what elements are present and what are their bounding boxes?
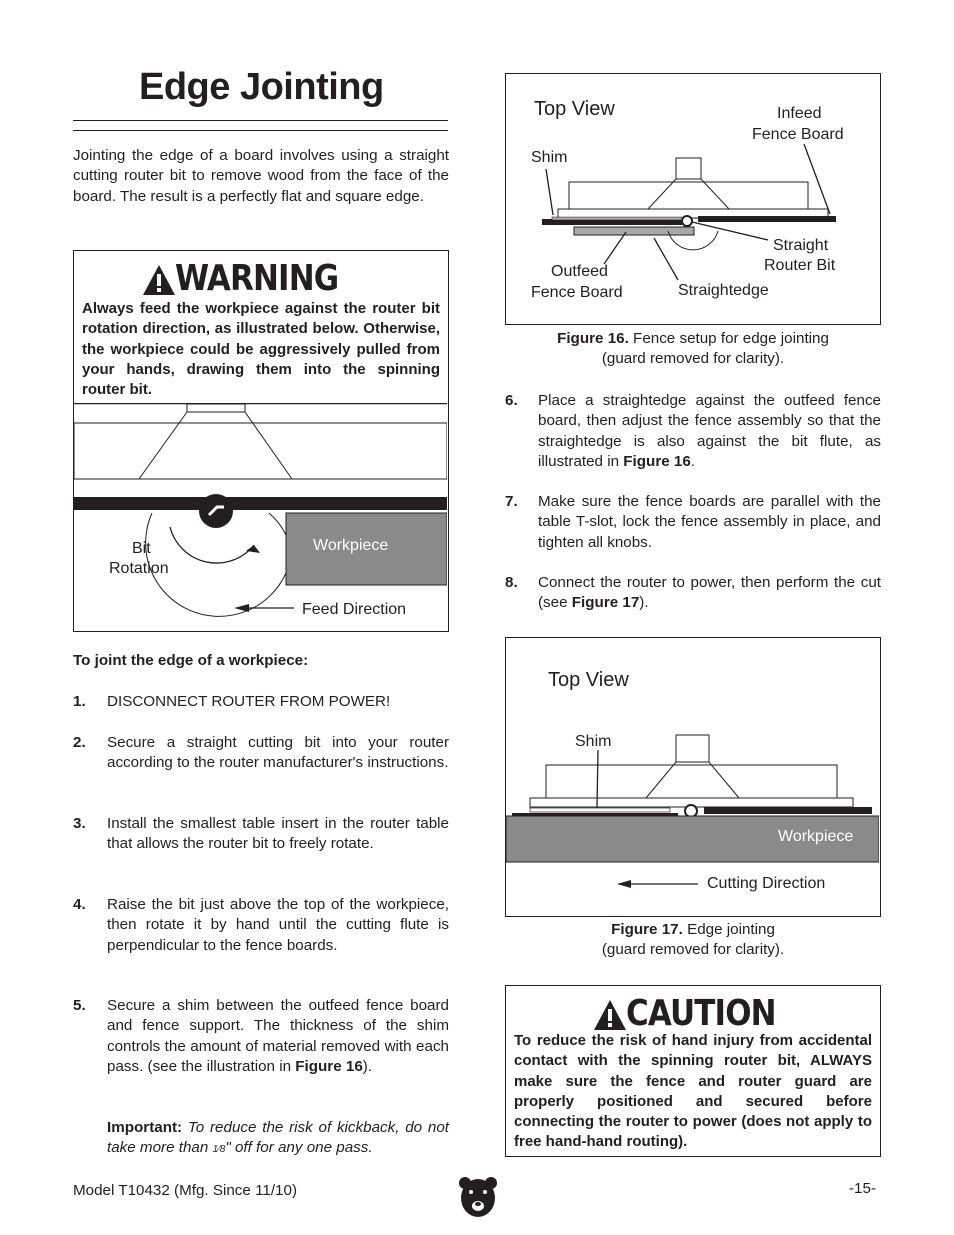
step-text [538,391,881,472]
infeed-label-line2: Fence Board [752,126,844,143]
step-text-part: Secure a shim between the outfeed fence board and fence support. The thickness of the shim controls the amount of material removed with each pass. (see the illustration in [107,997,449,1075]
caution-label: CAUTION [626,993,776,1034]
warning-label: WARNING [175,258,339,299]
footer-model: Model T10432 (Mfg. Since 11/10) [73,1182,297,1199]
step-text-part: ). [362,1057,373,1075]
caution-triangle-icon [593,999,627,1031]
straight-bit-label-line1: Straight [773,237,829,254]
straightedge-label: Straightedge [678,282,769,299]
important-text-part: To reduce the risk of kickback, do not take more than [107,1119,449,1157]
figure-17-caption-line2: (guard removed for clarity). [601,941,785,959]
warning-box [73,250,449,632]
figure-17-caption-line1 [505,920,881,940]
straight-bit-label-line2: Router Bit [764,257,836,274]
step-number: 7. [505,493,518,510]
page-title: Edge Jointing [139,66,384,108]
figure-16-box [505,73,881,325]
title-rule-top [73,120,448,121]
bear-logo-icon [458,1176,498,1220]
step-text-part: . [690,452,696,470]
step-text: Make sure the fence boards are parallel with the table T-slot, lock the fence assembly in place, and tighten all knobs. [538,493,881,551]
step-number: 2. [73,734,86,751]
figure-17-box [505,637,881,917]
bit-rotation-label-line1: Bit [132,540,151,557]
bit-rotation-label-line2: Rotation [109,560,169,577]
step-text-part: Connect the router to power, then perform the cut (see [538,574,881,612]
figure-17-workpiece-label: Workpiece [778,828,854,845]
figure-16-caption-text: Fence setup for edge jointing [633,330,829,347]
outfeed-label-line1: Outfeed [551,263,608,280]
caution-box [505,985,881,1157]
caution-text: To reduce the risk of hand injury from accidental contact with the spinning router bit, ALWAYS make sure the fence and router guard are properly positioned and secured before connecting the router to power (does not apply to free hand-hand routing). [514,1032,872,1151]
warning-workpiece-label: Workpiece [313,537,389,554]
figure-16-caption [505,329,881,370]
intro-paragraph: Jointing the edge of a board involves using a straight cutting router bit to remove wood from the face of the board. The result is a perfectly flat and square edge. [73,147,449,205]
infeed-label-line1: Infeed [777,105,822,122]
figure-17-shim-label: Shim [575,733,612,750]
warning-text: Always feed the workpiece against the router bit rotation direction, as illustrated below. Otherwise, the workpiece could be aggressively pulled from your hands, drawing them into the spinning router bit. [82,300,440,399]
footer-page-number: -15- [849,1180,877,1197]
figure-reference: Figure 16 [295,1057,363,1075]
figure-17-caption-text: Edge jointing [687,921,775,938]
procedure-heading: To joint the edge of a workpiece: [73,652,309,669]
warning-illustration [74,403,447,631]
figure-16-caption-line2: (guard removed for clarity). [601,350,785,368]
step-number: 5. [73,997,86,1014]
step-number: 6. [505,392,518,409]
figure-16-caption-label: Figure 16. [557,330,629,347]
outfeed-label-line2: Fence Board [531,284,623,301]
title-rule-bottom [73,130,448,131]
important-note-text [107,1118,449,1161]
step-text: Install the smallest table insert in the router table that allows the router bit to freely rotate. [107,815,449,853]
important-text-part: " off for any one pass. [225,1139,373,1157]
figure-16-caption-line1 [505,329,881,349]
important-label: Important: [107,1119,183,1136]
step-number: 3. [73,815,86,832]
figure-reference: Figure 17 [571,594,640,612]
step-text: DISCONNECT ROUTER FROM POWER! [107,693,391,710]
step-number: 8. [505,574,518,591]
step-text: Secure a straight cutting bit into your router according to the router manufacturer's instructions. [107,734,449,772]
important-fraction: 1⁄8 [212,1144,226,1156]
step-number: 4. [73,896,86,913]
step-text [107,996,449,1077]
figure-17-caption [505,920,881,961]
figure-17-caption-label: Figure 17. [611,921,683,938]
feed-direction-label: Feed Direction [302,601,407,618]
figure-16-shim-label: Shim [531,149,568,166]
figure-17-top-view-label: Top View [548,669,629,691]
warning-triangle-icon [142,264,176,296]
step-text-part: ). [639,594,649,612]
step-text-part: Place a straightedge against the outfeed fence board, then adjust the fence assembly so that the straightedge is also against the bit flute, as illustrated in [538,392,881,470]
step-text: Raise the bit just above the top of the workpiece, then rotate it by hand until the cutting flute is perpendicular to the fence boards. [107,896,449,954]
cutting-direction-label: Cutting Direction [707,875,826,892]
figure-reference: Figure 16 [623,452,691,470]
step-text [538,573,881,614]
figure-16-top-view-label: Top View [534,98,615,120]
step-number: 1. [73,693,86,710]
